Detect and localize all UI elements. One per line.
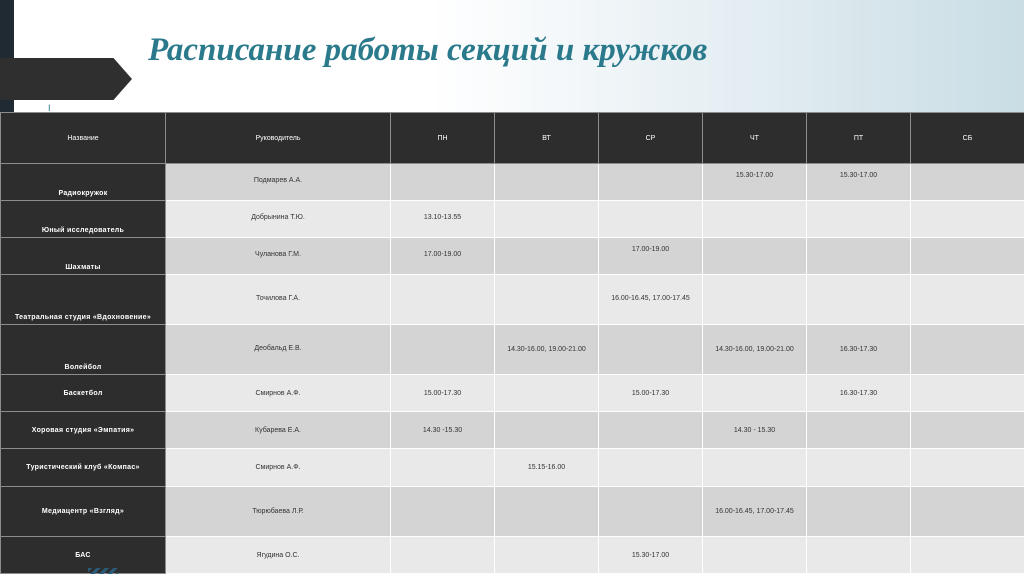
header-row [1,113,1024,164]
cell-fri [807,449,911,487]
cell-wed [599,449,703,487]
cell-wed: 16.00-16.45, 17.00-17.45 [599,275,703,325]
row-leader: Ягудина О.С. [166,537,391,574]
cell-sat [911,375,1024,412]
table-row [1,412,1024,449]
schedule-table [0,112,1024,574]
cell-mon: 17.00-19.00 [391,238,495,275]
row-name: Театральная студия «Вдохновение» [1,275,166,325]
header-tue: ВТ [495,113,599,164]
table-row [1,449,1024,487]
table-row [1,375,1024,412]
cell-tue [495,537,599,574]
row-leader: Деобальд Е.В. [166,325,391,375]
cell-tue [495,375,599,412]
table-row [1,325,1024,375]
row-name: БАС [1,537,166,574]
cell-thu: 14.30-16.00, 19.00-21.00 [703,325,807,375]
cell-thu: 14.30 - 15.30 [703,412,807,449]
cell-fri [807,201,911,238]
row-leader: Добрынина Т.Ю. [166,201,391,238]
cell-tue [495,201,599,238]
cell-tue [495,238,599,275]
header-wed: СР [599,113,703,164]
row-name: Медиацентр «Взгляд» [1,487,166,537]
row-name: Хоровая студия «Эмпатия» [1,412,166,449]
cell-mon: 15.00-17.30 [391,375,495,412]
cell-tue: 15.15-16.00 [495,449,599,487]
cell-sat [911,238,1024,275]
cell-wed: 17.00-19.00 [599,238,703,275]
cell-mon [391,537,495,574]
cell-mon [391,487,495,537]
cell-mon [391,325,495,375]
cell-wed: 15.30-17.00 [599,537,703,574]
row-leader: Подмарев А.А. [166,164,391,201]
row-name: Баскетбол [1,375,166,412]
cell-sat [911,449,1024,487]
cell-thu: 15.30-17.00 [703,164,807,201]
cell-sat [911,201,1024,238]
cell-thu [703,449,807,487]
cell-mon [391,449,495,487]
cell-wed [599,164,703,201]
row-name: Шахматы [1,238,166,275]
page-title: Расписание работы секций и кружков [148,32,708,68]
cell-tue [495,275,599,325]
row-leader: Кубарева Е.А. [166,412,391,449]
cell-thu [703,201,807,238]
cell-tue [495,412,599,449]
arrow-decoration [0,58,132,100]
row-name: Радиокружок [1,164,166,201]
cell-wed: 15.00-17.30 [599,375,703,412]
header-sat: СБ [911,113,1024,164]
cell-wed [599,201,703,238]
cell-fri [807,537,911,574]
cell-mon [391,275,495,325]
row-name: Юный исследователь [1,201,166,238]
cell-mon: 14.30 -15.30 [391,412,495,449]
row-name: Волейбол [1,325,166,375]
cell-thu: 16.00-16.45, 17.00-17.45 [703,487,807,537]
text-cursor-marker: I [48,103,51,113]
cell-wed [599,325,703,375]
cell-sat [911,487,1024,537]
table-row [1,201,1024,238]
cell-wed [599,412,703,449]
header-mon: ПН [391,113,495,164]
header-thu: ЧТ [703,113,807,164]
row-leader: Тюрюбаева Л.Р. [166,487,391,537]
header-name: Название [1,113,166,164]
cell-fri: 16.30-17.30 [807,325,911,375]
cell-thu [703,537,807,574]
cell-sat [911,275,1024,325]
cell-tue: 14.30-16.00, 19.00-21.00 [495,325,599,375]
header-fri: ПТ [807,113,911,164]
cell-fri [807,275,911,325]
cell-sat [911,325,1024,375]
cell-mon: 13.10-13.55 [391,201,495,238]
cell-fri [807,412,911,449]
cell-thu [703,375,807,412]
cell-thu [703,275,807,325]
header-leader: Руководитель [166,113,391,164]
row-leader: Чуланова Г.М. [166,238,391,275]
cell-fri: 16.30-17.30 [807,375,911,412]
table-row [1,275,1024,325]
row-name: Туристический клуб «Компас» [1,449,166,487]
cell-mon [391,164,495,201]
table-row [1,487,1024,537]
cell-fri [807,238,911,275]
table-row [1,537,1024,574]
bottom-decoration [88,568,118,574]
table-row [1,164,1024,201]
table-row [1,238,1024,275]
row-leader: Точилова Г.А. [166,275,391,325]
cell-tue [495,164,599,201]
cell-tue [495,487,599,537]
row-leader: Смирнов А.Ф. [166,375,391,412]
cell-fri: 15.30-17.00 [807,164,911,201]
cell-sat [911,412,1024,449]
cell-sat [911,537,1024,574]
cell-thu [703,238,807,275]
row-leader: Смирнов А.Ф. [166,449,391,487]
cell-fri [807,487,911,537]
cell-wed [599,487,703,537]
cell-sat [911,164,1024,201]
